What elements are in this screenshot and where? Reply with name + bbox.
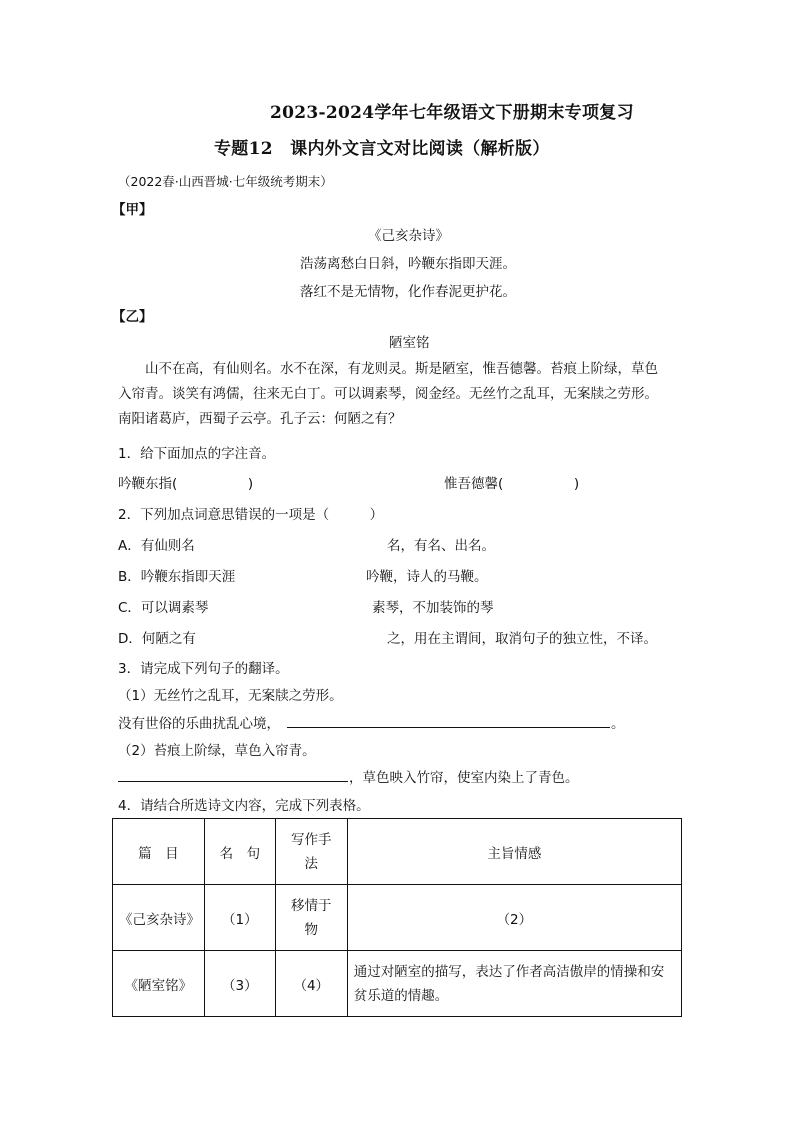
poem-line-2: 落红不是无情物，化作春泥更护花。 — [300, 284, 516, 300]
q1-item-a-close: ) — [247, 476, 254, 492]
header-title-col: 篇 目 — [113, 819, 205, 885]
table-row — [113, 885, 682, 951]
section-b-label: 【乙】 — [112, 309, 153, 325]
document-title: 2023-2024学年七年级语文下册期末专项复习 — [270, 103, 634, 123]
header-quote-col: 名 句 — [204, 819, 275, 885]
header-method-col — [275, 819, 347, 885]
section-a-label: 【甲】 — [112, 202, 153, 218]
q3-sentence-2: （2）苔痕上阶绿，草色入帘青。 — [118, 743, 316, 759]
row-method-blank[interactable]: （4） — [275, 951, 347, 1017]
row-method-line-1: 移情于 — [291, 897, 332, 914]
header-theme-col: 主旨情感 — [347, 819, 681, 885]
q2-option-d-gloss: 之，用在主谓间，取消句子的独立性，不译。 — [387, 631, 657, 647]
q2-option-a[interactable]: A．有仙则名 — [118, 538, 195, 554]
poem-title: 《己亥杂诗》 — [368, 228, 449, 244]
row-quote-blank[interactable]: （1） — [204, 885, 275, 951]
document-subtitle: 专题12 课内外文言文对比阅读（解析版） — [214, 139, 550, 159]
table-row — [113, 951, 682, 1017]
question-1: 1．给下面加点的字注音。 — [118, 446, 276, 462]
row-method-line-2: 物 — [304, 921, 319, 938]
q3-answer-1-prefix: 没有世俗的乐曲扰乱心境， — [118, 716, 280, 732]
q3-answer-1-blank[interactable] — [287, 727, 610, 728]
header-method-line-1: 写作手 — [291, 831, 332, 848]
q3-answer-2-blank[interactable] — [118, 781, 348, 782]
row-title: 《陋室铭》 — [113, 951, 205, 1017]
q2-option-b-gloss: 吟鞭，诗人的马鞭。 — [366, 569, 488, 585]
q2-option-c[interactable]: C．可以调素琴 — [118, 600, 209, 616]
q3-sentence-1: （1）无丝竹之乱耳，无案牍之劳形。 — [118, 688, 343, 704]
header-method-line-2: 法 — [304, 855, 319, 872]
essay-line: 山不在高，有仙则名。水不在深，有龙则灵。斯是陋室，惟吾德馨。苔痕上阶绿，草色 — [145, 361, 658, 377]
source-note: （2022春·山西晋城·七年级统考期末） — [118, 174, 333, 189]
row-quote-blank[interactable]: （3） — [204, 951, 275, 1017]
q2-option-b[interactable]: B．吟鞭东指即天涯 — [118, 569, 236, 585]
row-method — [275, 885, 347, 951]
q3-answer-1-suffix: 。 — [611, 716, 625, 732]
q1-item-b-text: 惟吾德馨( — [444, 476, 504, 492]
q3-answer-2-suffix: ，草色映入竹帘，使室内染上了青色。 — [349, 770, 579, 786]
answer-table — [112, 818, 682, 1017]
essay-line: 入帘青。谈笑有鸿儒，往来无白丁。可以调素琴，阅金经。无丝竹之乱耳，无案牍之劳形。 — [118, 386, 658, 402]
q2-option-d[interactable]: D．何陋之有 — [118, 631, 196, 647]
q2-option-c-gloss: 素琴，不加装饰的琴 — [372, 600, 494, 616]
q1-item-a — [118, 472, 253, 492]
essay-line: 南阳诸葛庐，西蜀子云亭。孔子云：何陋之有？ — [118, 411, 402, 427]
row-theme-blank[interactable]: （2） — [347, 885, 681, 951]
q1-item-a-text: 吟鞭东指( — [118, 476, 178, 492]
poem-line-1: 浩荡离愁白日斜，吟鞭东指即天涯。 — [300, 256, 516, 272]
essay-title: 陋室铭 — [389, 335, 430, 351]
table-header-row — [113, 819, 682, 885]
question-3: 3．请完成下列句子的翻译。 — [118, 661, 289, 677]
q2-option-a-gloss: 名，有名、出名。 — [387, 538, 495, 554]
q1-item-b — [444, 472, 579, 492]
question-4: 4．请结合所选诗文内容，完成下列表格。 — [118, 798, 370, 814]
question-2: 2．下列加点词意思错误的一项是（ ） — [118, 507, 384, 523]
q1-item-b-close: ) — [573, 476, 580, 492]
row-theme: 通过对陋室的描写，表达了作者高洁傲岸的情操和安贫乐道的情趣。 — [347, 951, 681, 1017]
essay-paragraph — [118, 357, 686, 432]
row-title: 《己亥杂诗》 — [113, 885, 205, 951]
